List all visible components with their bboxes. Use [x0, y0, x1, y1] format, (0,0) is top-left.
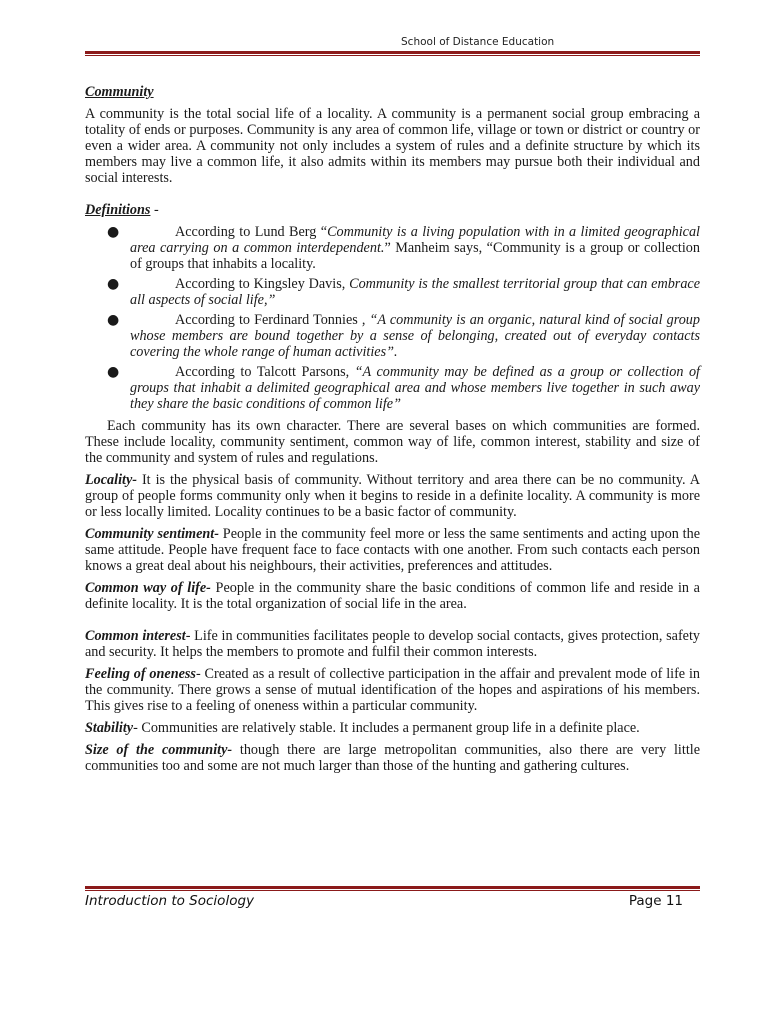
footer-rule-thin — [85, 890, 700, 891]
basis-stability: Stability- Communities are relatively stable. It includes a permanent group life in a definite place. — [85, 720, 640, 736]
bullet-icon: ● — [107, 312, 120, 328]
definition-item: ● According to Talcott Parsons, “A community may be defined as a group or collection of groups that inhabit a delimited geographical area and whose members live together in such away they share the basic conditions of common life” — [107, 364, 700, 412]
basis-community-sentiment: Community sentiment- People in the community feel more or less the same sentiments and acting upon the same attitude. People have frequent face to face contacts with one another. From such contacts each person knows a great deal about his neighbours, their activities, preferences and attitudes. — [85, 526, 700, 574]
bullet-icon: ● — [107, 276, 120, 292]
basis-common-way-of-life: Common way of life- People in the community share the basic conditions of common life and reside in a definite locality. It is the total organization of social life in the area. — [85, 580, 700, 612]
bases-intro: Each community has its own character. There are several bases on which communities are formed. These include locality, community sentiment, common way of life, common interest, stability and size of the community and system of rules and regulations. — [85, 418, 700, 466]
footer-rule — [85, 886, 700, 889]
basis-common-interest: Common interest- Life in communities facilitates people to develop social contacts, gives protection, safety and security. It helps the members to promote and fulfil their common interests. — [85, 628, 701, 660]
community-heading: Community — [85, 84, 154, 100]
definition-item: ● According to Lund Berg “Community is a living population with in a limited geographical area carrying on a common interdependent.” Manheim says, “Community is a group or collection of groups that inhabits a locality. — [107, 224, 700, 272]
definitions-heading: Definitions - — [85, 202, 159, 218]
community-paragraph: A community is the total social life of a locality. A community is a permanent social group embracing a totality of ends or purposes. Community is any area of common life, village or town or district or country or even a wider area. A community not only includes a system of rules and a definite structure by which its members may live a common life, it also admits within its members may pursue both their individual and social interests. — [85, 106, 700, 186]
basis-size-of-community: Size of the community- though there are large metropolitan communities, also there are very little communities too and some are not much larger than those of the hunting and gathering cultures. — [85, 742, 700, 774]
footer-title: Introduction to Sociology — [85, 893, 255, 909]
header-rule-thin — [85, 55, 700, 56]
page-number: Page 11 — [628, 893, 683, 909]
basis-locality: Locality- It is the physical basis of community. Without territory and area there can be no community. A group of people forms community only when it begins to reside in a definite locality. A community is more or less locally limited. Locality continues to be a basic factor of community. — [85, 472, 700, 520]
page-content — [85, 84, 700, 774]
bullet-icon: ● — [107, 224, 120, 240]
definitions-list — [85, 224, 700, 412]
definition-item: ● According to Ferdinard Tonnies , “A community is an organic, natural kind of social group whose members are bound together by a sense of belonging, created out of everyday contacts covering the whole range of human activities”. — [107, 312, 700, 360]
basis-feeling-of-oneness: Feeling of oneness- Created as a result of collective participation in the affair and prevalent mode of life in the community. There grows a sense of mutual identification of the hopes and aspirations of his members. This gives rise to a feeling of oneness within a particular community. — [85, 666, 700, 714]
definition-item: ● According to Kingsley Davis, Community is the smallest territorial group that can embrace all aspects of social life,” — [107, 276, 701, 308]
bullet-icon: ● — [107, 364, 120, 380]
header-rule — [85, 51, 700, 54]
header-title: School of Distance Education — [401, 36, 555, 48]
